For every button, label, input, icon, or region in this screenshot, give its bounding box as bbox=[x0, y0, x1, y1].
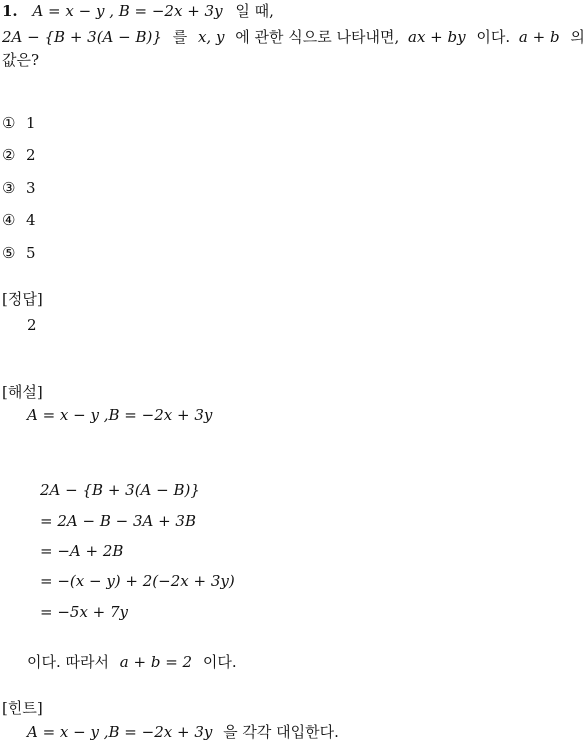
question-line-1 bbox=[2, 0, 274, 21]
option-marker: ① bbox=[2, 114, 16, 132]
hint-line bbox=[27, 721, 339, 742]
question-line-3: 값은? bbox=[2, 51, 40, 69]
question-expression: 2A − {B + 3(A − B)} bbox=[2, 28, 162, 46]
option-1[interactable] bbox=[2, 114, 36, 132]
explanation-step-5: = −5x + 7y bbox=[40, 603, 129, 621]
conclusion-text-post: 이다. bbox=[202, 653, 237, 671]
option-value: 2 bbox=[26, 146, 36, 164]
option-value: 5 bbox=[26, 244, 36, 262]
question-number: 1. bbox=[2, 2, 18, 20]
question-sum: a + b bbox=[518, 28, 560, 46]
conclusion-text-pre: 이다. 따라서 bbox=[27, 653, 109, 671]
question-form: ax + by bbox=[408, 28, 466, 46]
option-4[interactable] bbox=[2, 211, 36, 229]
option-2[interactable] bbox=[2, 146, 36, 164]
explanation-step-4: = −(x − y) + 2(−2x + 3y) bbox=[40, 572, 235, 590]
hint-text: 을 각각 대입한다. bbox=[223, 723, 339, 741]
question-text-c: 이다. bbox=[476, 28, 511, 46]
answer-value: 2 bbox=[27, 316, 37, 334]
question-variables: x, y bbox=[197, 28, 225, 46]
option-marker: ② bbox=[2, 146, 16, 164]
option-marker: ④ bbox=[2, 211, 16, 229]
explanation-given: A = x − y ,B = −2x + 3y bbox=[27, 406, 213, 424]
question-text-d: 의 bbox=[570, 28, 585, 46]
explanation-step-3: = −A + 2B bbox=[40, 542, 124, 560]
explanation-step-1: 2A − {B + 3(A − B)} bbox=[40, 481, 200, 499]
option-value: 3 bbox=[26, 179, 36, 197]
answer-label: [정답] bbox=[2, 290, 43, 308]
option-5[interactable] bbox=[2, 244, 36, 262]
option-3[interactable] bbox=[2, 179, 36, 197]
question-text-b: 에 관한 식으로 나타내면, bbox=[235, 28, 400, 46]
question-text-a: 를 bbox=[172, 28, 188, 46]
option-value: 1 bbox=[26, 114, 36, 132]
option-marker: ③ bbox=[2, 179, 16, 197]
option-marker: ⑤ bbox=[2, 244, 16, 262]
hint-label: [힌트] bbox=[2, 699, 43, 717]
hint-math: A = x − y ,B = −2x + 3y bbox=[27, 723, 213, 741]
explanation-label: [해설] bbox=[2, 383, 43, 401]
question-given-math: A = x − y , B = −2x + 3y bbox=[32, 2, 223, 20]
question-given-suffix: 일 때, bbox=[235, 2, 274, 20]
conclusion-math: a + b = 2 bbox=[119, 653, 193, 671]
option-value: 4 bbox=[26, 211, 36, 229]
explanation-conclusion bbox=[27, 651, 237, 672]
explanation-step-2: = 2A − B − 3A + 3B bbox=[40, 512, 196, 530]
question-line-2 bbox=[2, 26, 585, 47]
